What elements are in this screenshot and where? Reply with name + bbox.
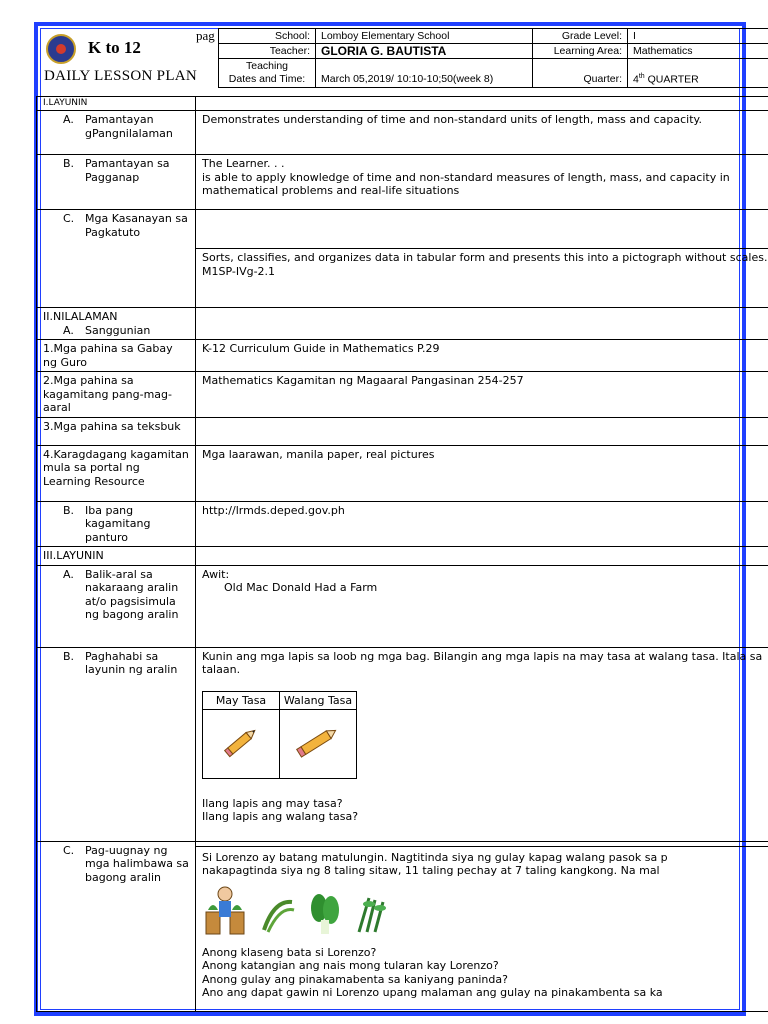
pechay-icon [307,892,343,936]
grade-label: Grade Level: [533,29,628,44]
col-walang-tasa: Walang Tasa [280,691,357,709]
sanggunian-key: A. [63,323,74,337]
pencil-unsharpened-cell [280,709,357,778]
row-c-label: Mga Kasanayan sa Pagkatuto [85,212,188,239]
balik-aral [37,565,196,647]
school-value: Lomboy Elementary School [316,29,533,44]
r1-label: 1.Mga pahina sa Gabay ng Guro [37,340,196,372]
nilalaman-blank [196,308,768,340]
question-1: Ilang lapis ang may tasa? [202,796,343,810]
quarter-value [628,59,768,88]
row-c-text: Sorts, classifies, and organizes data in tabular form and presents this into a pictograph without scales. M1SP-IVg-2.1 [202,251,768,278]
sitaw-icon [258,896,298,936]
area-label: Learning Area: [533,44,628,59]
paghahabi-key: B. [63,649,75,663]
paghahabi-cell [196,647,768,841]
story-line-1: Si Lorenzo ay batang matulungin. Nagtitinda siya ng gulay kapag walang pasok sa p [202,850,668,864]
quarter-label: Quarter: [533,59,628,88]
lesson-table [36,96,768,1012]
r3-blank [196,417,768,445]
r4-label: 4.Karagdagang kagamitan mula sa portal ng Learning Resource [37,445,196,501]
balik-key: A. [63,567,74,581]
quarter-suffix: th [638,72,645,80]
row-a [37,111,196,155]
dates-value: March 05,2019/ 10:10-10;50(week 8) [316,59,533,88]
layunin-heading: I.LAYUNIN [37,97,196,111]
layunin-blank [196,97,768,111]
pencil-icon [221,722,261,762]
row-b-label: Pamantayan sa Pagganap [85,157,170,184]
row-b-key: B. [63,157,75,170]
row-b-text-2: is able to apply knowledge of time and non-standard measures of length, mass, and capacity in mathematical problems and real-life situations [202,170,730,197]
balik-label: Balik-aral sa nakaraang aralin at/o pagsisimula ng bagong aralin [85,567,179,621]
pq-3: Anong gulay ang pinakamabenta sa kaniyang paninda? [202,972,508,986]
row-c-cell [196,210,768,308]
row-c-key: C. [63,212,75,225]
question-2: Ilang lapis ang walang tasa? [202,810,359,823]
teacher-value: GLORIA G. BAUTISTA [316,44,533,59]
vegetable-images [202,882,768,946]
pag-uugnay-cell [196,841,768,1011]
school-label: School: [219,29,316,44]
sanggunian-label: Sanggunian [85,323,151,337]
quarter-text: QUARTER [644,73,699,85]
k-to-12-title: K to 12 [88,38,141,57]
dates-label-line1: Teaching [245,60,289,72]
pag-uugnay-key: C. [63,843,75,857]
row-c [37,210,196,308]
iba-link[interactable]: http://lrmds.deped.gov.ph [196,501,768,547]
paghahabi [37,647,196,841]
pencil-icon [293,722,343,762]
boy-vendor-icon [202,882,248,936]
r2-text: Mathematics Kagamitan ng Magaaral Pangasinan 254-257 [196,372,768,418]
kangkong-icon [353,894,391,936]
iba-key: B. [63,503,75,517]
iba-label: Iba pang kagamitang panturo [85,503,151,544]
layunin-3-heading: III.LAYUNIN [37,547,196,566]
row-a-key: A. [63,113,74,126]
nilalaman-heading: II.NILALAMAN [43,310,118,323]
row-b-cell [196,155,768,210]
grade-value: I [628,29,768,44]
awit-cell [196,565,768,647]
row-b-text-1: The Learner. . . [202,157,285,170]
teacher-label: Teacher: [219,44,316,59]
layunin-3-blank [196,547,768,566]
pq-2: Anong katangian ang nais mong tularan kay Lorenzo? [202,959,499,972]
awit-song: Old Mac Donald Had a Farm [224,581,378,594]
story-line-2: nakapagtinda siya ng 8 taling sitaw, 11 taling pechay at 7 taling kangkong. Na mal [202,864,660,877]
pq-1: Anong klaseng bata si Lorenzo? [202,945,377,959]
pag-uugnay-label: Pag-uugnay ng mga halimbawa sa bagong aralin [85,843,189,884]
dates-label [219,59,316,88]
iba-pang [37,501,196,547]
pag-text: pag [196,28,215,43]
col-may-tasa: May Tasa [203,691,280,709]
area-value: Mathematics [628,44,768,59]
row-b [37,155,196,210]
nilalaman-cell [37,308,196,340]
awit-label: Awit: [202,567,230,581]
tasa-table [202,691,357,779]
r1-text: K-12 Curriculum Guide in Mathematics P.29 [196,340,768,372]
paghahabi-text: Kunin ang mga lapis sa loob ng mga bag. Bilangin ang mga lapis na may tasa at walang tasa. Itala sa talaan. [202,649,763,676]
paghahabi-label: Paghahabi sa layunin ng aralin [85,649,178,676]
daily-lesson-plan-title: DAILY LESSON PLAN [44,68,198,84]
row-c-blank [196,210,768,249]
quarter-number: 4 [633,73,639,85]
r3-label: 3.Mga pahina sa teksbuk [37,417,196,445]
pag-uugnay [37,841,196,1011]
pag-uugnay-body [196,847,768,1000]
pq-4: Ano ang dapat gawin ni Lorenzo upang malaman ang gulay na pinakambenta sa ka [202,986,663,999]
row-a-label: Pamantayan gPangnilalaman [85,113,173,140]
header-table [218,28,768,88]
row-a-text: Demonstrates understanding of time and non-standard units of length, mass and capacity. [196,111,768,155]
r2-label: 2.Mga pahina sa kagamitang pang-mag-aaral [37,372,196,418]
dates-label-line2: Dates and Time: [228,73,306,85]
deped-seal-icon [46,34,76,64]
r4-text: Mga laarawan, manila paper, real pictures [196,445,768,501]
pencil-sharpened-cell [203,709,280,778]
